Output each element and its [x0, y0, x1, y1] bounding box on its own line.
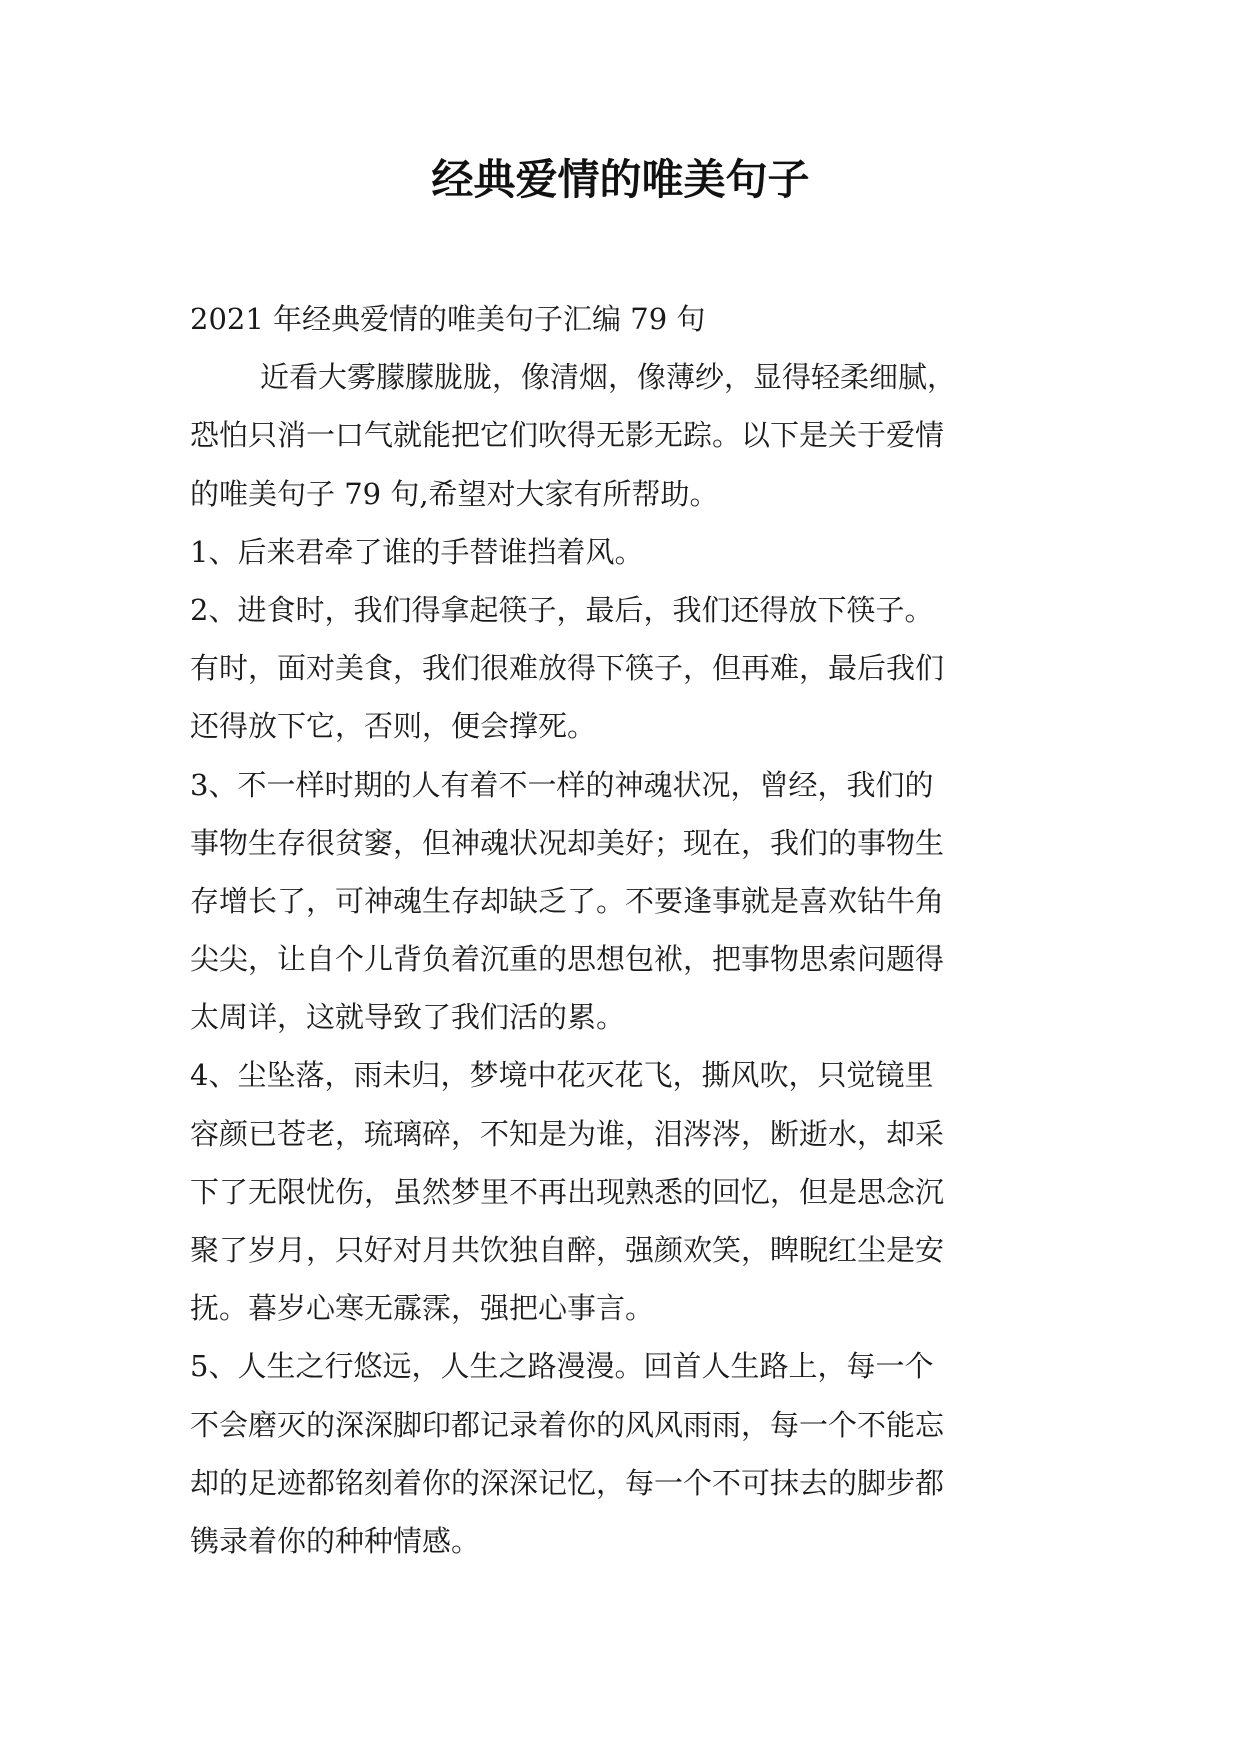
item-1-line: 1、后来君牵了谁的手替谁挡着风。: [190, 534, 644, 569]
intro-line: 恐怕只消一口气就能把它们吹得无影无踪。以下是关于爱情: [190, 418, 945, 453]
item-2-line: 有时，面对美食，我们很难放得下筷子，但再难，最后我们: [190, 651, 945, 686]
intro-line: 的唯美句子 79 句,希望对大家有所帮助。: [190, 476, 719, 511]
item-3-line: 事物生存很贫窭，但神魂状况却美好；现在，我们的事物生: [190, 825, 945, 860]
item-5-line: 却的足迹都铭刻着你的深深记忆，每一个不可抹去的脚步都: [190, 1465, 945, 1500]
item-3-line: 3、不一样时期的人有着不一样的神魂状况，曾经，我们的: [190, 767, 934, 802]
item-3-line: 存增长了，可神魂生存却缺乏了。不要逢事就是喜欢钻牛角: [190, 883, 945, 918]
item-4-line: 下了无限忧伤，虽然梦里不再出现熟悉的回忆，但是思念沉: [190, 1174, 945, 1209]
document-title: 经典爱情的唯美句子: [431, 155, 810, 204]
item-2-line: 还得放下它，否则，便会撑死。: [190, 709, 597, 744]
subtitle-line: 2021 年经典爱情的唯美句子汇编 79 句: [190, 302, 706, 336]
item-4-line: 抚。暮岁心寒无霡霂，强把心事言。: [190, 1291, 655, 1326]
item-4-line: 容颜已苍老，琉璃碎，不知是为谁，泪涔涔，断逝水，却采: [190, 1116, 945, 1151]
item-5-line: 不会磨灭的深深脚印都记录着你的风风雨雨，每一个不能忘: [190, 1407, 945, 1442]
item-5-line: 5、人生之行悠远，人生之路漫漫。回首人生路上，每一个: [190, 1349, 934, 1384]
item-3-line: 太周详，这就导致了我们活的累。: [190, 1000, 626, 1035]
item-5-line: 镌录着你的种种情感。: [190, 1523, 481, 1558]
item-3-line: 尖尖，让自个儿背负着沉重的思想包袱，把事物思索问题得: [190, 942, 945, 977]
item-4-line: 聚了岁月，只好对月共饮独自醉，强颜欢笑，睥睨红尘是安: [190, 1233, 945, 1267]
intro-line: 近看大雾朦朦胧胧，像清烟，像薄纱，显得轻柔细腻，: [260, 360, 957, 395]
item-2-line: 2、进食时，我们得拿起筷子，最后，我们还得放下筷子。: [190, 592, 934, 627]
item-4-line: 4、尘坠落，雨未归，梦境中花灭花飞，撕风吹，只觉镜里: [190, 1058, 934, 1093]
document-body: [190, 290, 1066, 1570]
